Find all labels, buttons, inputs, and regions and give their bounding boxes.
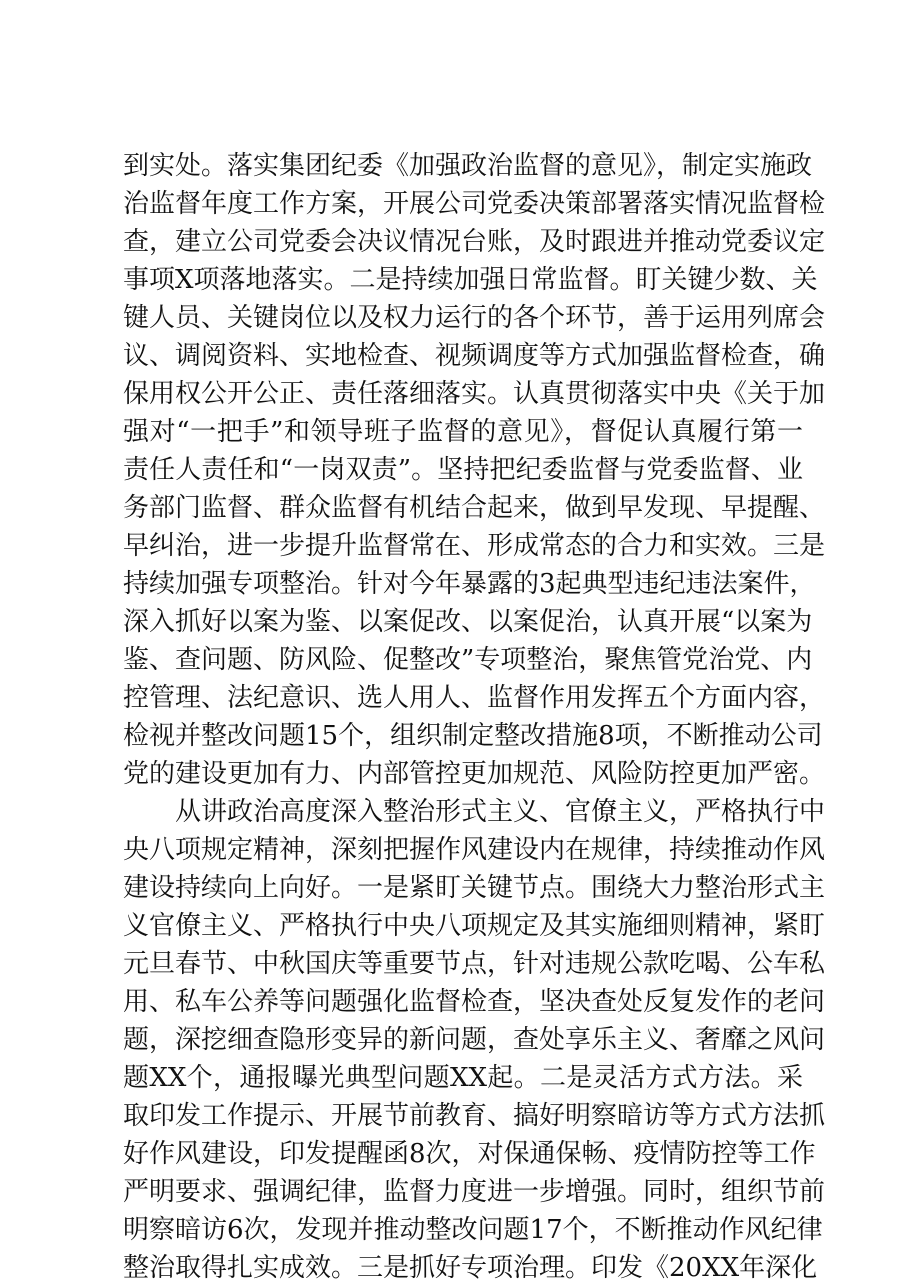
text-line: 到实处。落实集团纪委《加强政治监督的意见》，制定实施政 bbox=[123, 151, 813, 181]
text-line: 央八项规定精神，深刻把握作风建设内在规律，持续推动作风 bbox=[123, 835, 826, 865]
text-line: 从讲政治高度深入整治形式主义、官僚主义，严格执行中 bbox=[175, 797, 826, 827]
text-line: 持续加强专项整治。针对今年暴露的3起典型违纪违法案件， bbox=[123, 569, 816, 599]
paragraph-1 bbox=[123, 147, 826, 793]
text-line: 键人员、关键岗位以及权力运行的各个环节，善于运用列席会 bbox=[123, 303, 826, 333]
text-line: 严明要求、强调纪律，监督力度进一步增强。同时，组织节前 bbox=[123, 1177, 826, 1207]
text-line: 题XX个，通报曝光典型问题XX起。二是灵活方式方法。采 bbox=[123, 1063, 803, 1093]
text-line: 整治取得扎实成效。三是抓好专项治理。印发《20XX年深化 bbox=[123, 1253, 818, 1283]
text-line: 题，深挖细查隐形变异的新问题，查处享乐主义、奢靡之风问 bbox=[123, 1025, 826, 1055]
text-line: 保用权公开公正、责任落细落实。认真贯彻落实中央《关于加 bbox=[123, 379, 826, 409]
text-line: 检视并整改问题15个，组织制定整改措施8项，不断推动公司 bbox=[123, 721, 823, 751]
paragraph-2 bbox=[123, 793, 826, 1287]
text-line: 事项X项落地落实。二是持续加强日常监督。盯关键少数、关 bbox=[123, 265, 818, 295]
text-line: 好作风建设，印发提醒函8次，对保通保畅、疫情防控等工作 bbox=[123, 1139, 816, 1169]
text-line: 党的建设更加有力、内部管控更加规范、风险防控更加严密。 bbox=[123, 759, 826, 789]
text-line: 控管理、法纪意识、选人用人、监督作用发挥五个方面内容， bbox=[123, 683, 826, 713]
text-line: 强对“一把手”和领导班子监督的意见》，督促认真履行第一 bbox=[123, 417, 803, 447]
text-line: 治监督年度工作方案，开展公司党委决策部署落实情况监督检 bbox=[123, 189, 826, 219]
text-line: 明察暗访6次，发现并推动整改问题17个，不断推动作风纪律 bbox=[123, 1215, 823, 1245]
text-line: 务部门监督、群众监督有机结合起来，做到早发现、早提醒、 bbox=[123, 493, 826, 523]
text-line: 取印发工作提示、开展节前教育、搞好明察暗访等方式方法抓 bbox=[123, 1101, 826, 1131]
text-line: 元旦春节、中秋国庆等重要节点，针对违规公款吃喝、公车私 bbox=[123, 949, 826, 979]
text-line: 议、调阅资料、实地检查、视频调度等方式加强监督检查，确 bbox=[123, 341, 826, 371]
text-line: 责任人责任和“一岗双责”。坚持把纪委监督与党委监督、业 bbox=[123, 455, 803, 485]
text-line: 建设持续向上向好。一是紧盯关键节点。围绕大力整治形式主 bbox=[123, 873, 826, 903]
text-line: 鉴、查问题、防风险、促整改”专项整治，聚焦管党治党、内 bbox=[123, 645, 813, 675]
text-line: 义官僚主义、严格执行中央八项规定及其实施细则精神，紧盯 bbox=[123, 911, 826, 941]
text-line: 深入抓好以案为鉴、以案促改、以案促治，认真开展“以案为 bbox=[123, 607, 813, 637]
text-line: 查，建立公司党委会决议情况台账，及时跟进并推动党委议定 bbox=[123, 227, 826, 257]
text-line: 早纠治，进一步提升监督常在、形成常态的合力和实效。三是 bbox=[123, 531, 826, 561]
text-line: 用、私车公养等问题强化监督检查，坚决查处反复发作的老问 bbox=[123, 987, 826, 1017]
document-body bbox=[123, 147, 826, 1287]
